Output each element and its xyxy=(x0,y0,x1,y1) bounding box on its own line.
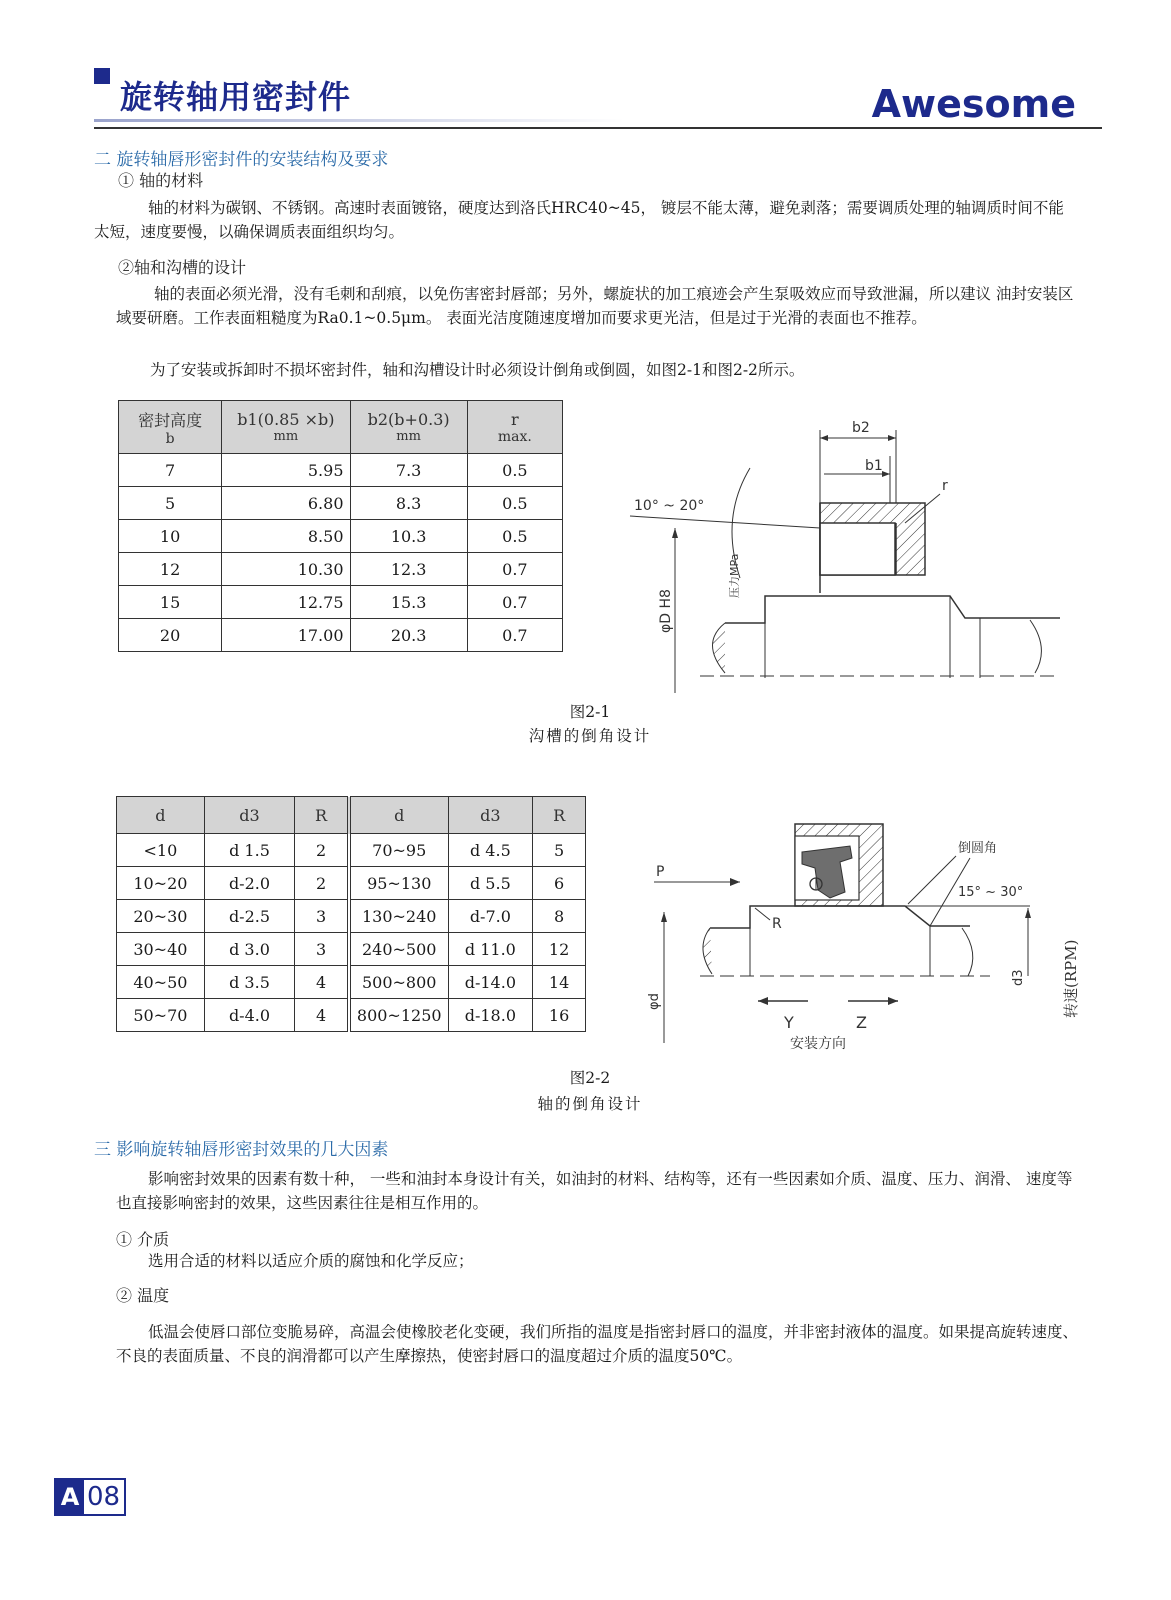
table-cell: 7 xyxy=(119,454,222,487)
table-cell: 20.3 xyxy=(350,619,467,652)
table-cell: d 11.0 xyxy=(448,933,533,966)
label-angle: 15° ~ 30° xyxy=(958,885,1024,900)
table-row xyxy=(117,999,586,1032)
table-header: R xyxy=(533,797,586,834)
label-direction: 安装方向 xyxy=(790,1036,846,1052)
table-cell: d 5.5 xyxy=(448,867,533,900)
section2-para3: 为了安装或拆卸时不损坏密封件，轴和沟槽设计时必须设计倒角或倒圆，如图2-1和图2-2所示。 xyxy=(150,361,805,379)
table-cell: 95~130 xyxy=(349,867,448,900)
section3-title: 三 影响旋转轴唇形密封效果的几大因素 xyxy=(94,1140,389,1160)
table-cell: 15 xyxy=(119,586,222,619)
table-cell: 15.3 xyxy=(350,586,467,619)
brand-logo: Awesome xyxy=(871,82,1076,126)
table-cell: 5 xyxy=(119,487,222,520)
table-row xyxy=(119,520,563,553)
table-cell: d 1.5 xyxy=(204,834,294,867)
table-row xyxy=(117,834,586,867)
table-cell: 10.3 xyxy=(350,520,467,553)
table-cell: 0.5 xyxy=(467,520,562,553)
label-pressure: 压力MPa xyxy=(728,553,741,598)
table-cell: 240~500 xyxy=(349,933,448,966)
section2-para1: 轴的材料为碳钢、不锈钢。高速时表面镀铬，硬度达到洛氏HRC40~45， 镀层不能太薄，避免剥落；需要调质处理的轴调质时间不能太短，速度要慢，以确保调质表面组织均匀。 xyxy=(94,199,1064,241)
table-header xyxy=(350,401,467,454)
label-r: r xyxy=(942,478,948,494)
section2-para2: 轴的表面必须光滑，没有毛刺和刮痕，以免伤害密封唇部；另外，螺旋状的加工痕迹会产生泵吸效应而导致泄漏，所以建议 油封安装区域要研磨。工作表面粗糙度为Ra0.1~0.5μm。 表面光洁度随速度增加而要求更光洁，但是过于光滑的表面也不推荐。 xyxy=(116,285,1074,327)
table-header: d xyxy=(117,797,205,834)
table-cell: 8.50 xyxy=(222,520,350,553)
table-header: d xyxy=(349,797,448,834)
label-y: Y xyxy=(784,1013,794,1032)
label-b1: b1 xyxy=(865,458,883,474)
table-cell: 10.30 xyxy=(222,553,350,586)
label-d3: d3 xyxy=(1011,969,1026,986)
table-row xyxy=(117,966,586,999)
table-cell: 5 xyxy=(533,834,586,867)
table-cell: 0.5 xyxy=(467,487,562,520)
page-number: 08 xyxy=(87,1482,121,1512)
header-line2: max. xyxy=(497,428,532,445)
table-cell: 8.3 xyxy=(350,487,467,520)
header-line2: mm xyxy=(273,429,299,444)
table-cell: 0.7 xyxy=(467,586,562,619)
section2-sub2: ②轴和沟槽的设计 xyxy=(118,258,247,277)
table-header: d3 xyxy=(448,797,533,834)
table-cell: 20 xyxy=(119,619,222,652)
label-r: R xyxy=(772,916,782,932)
table-header-row xyxy=(117,797,586,834)
table-cell: 50~70 xyxy=(117,999,205,1032)
table-cell: 5.95 xyxy=(222,454,350,487)
table-cell: <10 xyxy=(117,834,205,867)
section2-sub1: ① 轴的材料 xyxy=(118,171,204,190)
table-header xyxy=(222,401,350,454)
table-cell: d-14.0 xyxy=(448,966,533,999)
page-title: 旋转轴用密封件 xyxy=(120,78,352,116)
table-header: R xyxy=(295,797,349,834)
table-cell: 130~240 xyxy=(349,900,448,933)
table-row xyxy=(117,933,586,966)
label-b2: b2 xyxy=(852,420,870,436)
section2-title: 二 旋转轴唇形密封件的安装结构及要求 xyxy=(94,150,389,170)
table-cell: d-4.0 xyxy=(204,999,294,1032)
table-cell: 20~30 xyxy=(117,900,205,933)
table-cell: 40~50 xyxy=(117,966,205,999)
label-angle: 10° ~ 20° xyxy=(634,498,705,514)
table-cell: 0.7 xyxy=(467,553,562,586)
table-cell: d 3.5 xyxy=(204,966,294,999)
fig2-caption-num: 图2-2 xyxy=(569,1069,611,1087)
header-line2: mm xyxy=(396,429,421,444)
table-header xyxy=(467,401,562,454)
table-cell: d 4.5 xyxy=(448,834,533,867)
table-cell: 7.3 xyxy=(350,454,467,487)
table-cell: 14 xyxy=(533,966,586,999)
table-row xyxy=(117,867,586,900)
table-cell: 6.80 xyxy=(222,487,350,520)
table-row xyxy=(119,454,563,487)
table-row xyxy=(119,619,563,652)
fig1-caption-num: 图2-1 xyxy=(569,703,611,721)
table-header: d3 xyxy=(204,797,294,834)
table-cell: 8 xyxy=(533,900,586,933)
table-cell: 6 xyxy=(533,867,586,900)
table-header-row xyxy=(119,401,563,454)
header-accent-line xyxy=(94,119,624,122)
table-cell: 800~1250 xyxy=(349,999,448,1032)
groove-dimension-table xyxy=(118,400,563,652)
table-cell: 12.75 xyxy=(222,586,350,619)
header-line1: b2(b+0.3) xyxy=(367,410,450,429)
table-header xyxy=(119,401,222,454)
section3-sub2: ② 温度 xyxy=(116,1286,170,1305)
page-letter: A xyxy=(56,1480,84,1514)
header-divider xyxy=(94,127,1102,129)
table-row xyxy=(119,586,563,619)
table-cell: 12 xyxy=(119,553,222,586)
shaft-chamfer-diagram xyxy=(640,818,1085,1063)
table-cell: 16 xyxy=(533,999,586,1032)
fig2-caption-text: 轴的倒角设计 xyxy=(537,1095,643,1113)
table-cell: 3 xyxy=(295,933,349,966)
table-cell: 30~40 xyxy=(117,933,205,966)
table-cell: 10~20 xyxy=(117,867,205,900)
page-number-badge xyxy=(54,1478,126,1516)
table-cell: 0.7 xyxy=(467,619,562,652)
header-line1: 密封高度 xyxy=(138,410,203,430)
table-cell: 17.00 xyxy=(222,619,350,652)
header-line1: b1(0.85 ×b) xyxy=(237,410,335,429)
header-square-icon xyxy=(94,68,110,84)
table-cell: 2 xyxy=(295,867,349,900)
table-row xyxy=(117,900,586,933)
table-cell: 2 xyxy=(295,834,349,867)
label-p: P xyxy=(656,864,665,880)
table-cell: 3 xyxy=(295,900,349,933)
section3-para2: 低温会使唇口部位变脆易碎，高温会使橡胶老化变硬，我们所指的温度是指密封唇口的温度，并非密封液体的温度。如果提高旋转速度、不良的表面质量、不良的润滑都可以产生摩擦热，使密封唇口的温度超过介质的温度50℃。 xyxy=(116,1323,1079,1365)
section3-sub1: ① 介质 xyxy=(116,1230,170,1249)
table-row xyxy=(119,553,563,586)
shaft-chamfer-table xyxy=(116,796,586,1032)
table-cell: 4 xyxy=(295,999,349,1032)
section3-para1: 影响密封效果的因素有数十种， 一些和油封本身设计有关，如油封的材料、结构等，还有一些因素如介质、温度、压力、润滑、 速度等也直接影响密封的效果，这些因素往往是相互作用的。 xyxy=(116,1170,1073,1212)
table-row xyxy=(119,487,563,520)
section3-sub1-text: 选用合适的材料以适应介质的腐蚀和化学反应； xyxy=(148,1252,474,1270)
table-cell: 0.5 xyxy=(467,454,562,487)
table-cell: d 3.0 xyxy=(204,933,294,966)
table-cell: d-18.0 xyxy=(448,999,533,1032)
table-cell: 12.3 xyxy=(350,553,467,586)
table-cell: 500~800 xyxy=(349,966,448,999)
label-d: φd xyxy=(647,993,662,1010)
label-diameter: φD H8 xyxy=(658,589,674,633)
header-line2: b xyxy=(165,430,175,447)
table-cell: d-7.0 xyxy=(448,900,533,933)
label-z: Z xyxy=(856,1013,867,1032)
table-cell: d-2.5 xyxy=(204,900,294,933)
fig1-caption-text: 沟槽的倒角设计 xyxy=(528,727,652,745)
groove-chamfer-diagram xyxy=(620,408,1080,693)
table-cell: 70~95 xyxy=(349,834,448,867)
label-chamfer: 倒圆角 xyxy=(958,841,998,856)
header-line1: r xyxy=(511,409,519,429)
table-cell: 12 xyxy=(533,933,586,966)
table-cell: 4 xyxy=(295,966,349,999)
table-cell: 10 xyxy=(119,520,222,553)
label-speed: 转速(RPM) xyxy=(1062,939,1080,1018)
table-cell: d-2.0 xyxy=(204,867,294,900)
